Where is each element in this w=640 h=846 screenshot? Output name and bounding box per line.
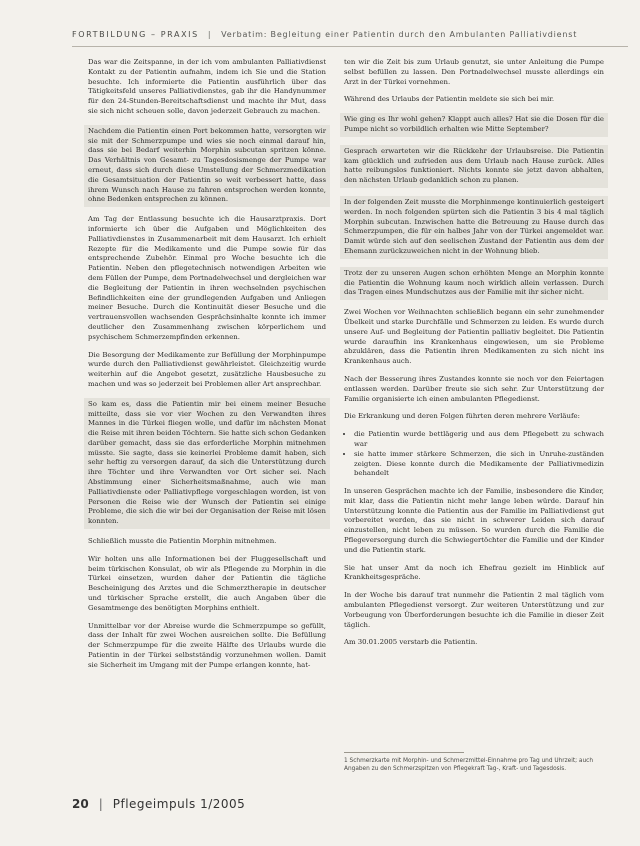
bullet-list <box>344 430 604 479</box>
paragraph: Trotz der zu unseren Augen schon erhöhten Menge an Morphin konnte die Patientin die Wohnung kaum noch wirklich allein verlassen. Durch das Tragen eines Mundschutzes aus der Familie mit ihr sicher nicht. <box>344 268 604 297</box>
paragraph: So kam es, dass die Patientin mir bei einem meiner Besuche mitteilte, dass sie vor vier Wochen zu den Verwandten ihres Mannes in die Türkei fliegen wolle, und dafür im nächsten Monat die Reise mit ihren beiden Töchtern. Sie hatte sich schon Gedanken darüber gemacht, dass sie das erforderliche Morphin mitnehmen müsste. Sie sagte, dass sie keinerlei Probleme damit haben, sich sehr heftig zu versorgen darauf, da sich die Unterstützung durch ihre Töchter und ihre Verwandten vor Ort sicher sei. Nach Abstimmung einer Sicherheitsmaßnahme, auch wie man Palliativdienste oder Palliativpflege vorgeschlagen worden, ist von Personen die Reise wie der Wunsch der Patientin sei einige Probleme, die sich die wir bei der Organisation der Reise mit lösen konnten. <box>88 399 326 526</box>
header-subtitle: Verbatim: Begleitung einer Patientin durch den Ambulanten Palliativdienst <box>221 29 578 39</box>
page-footer <box>72 796 245 812</box>
paragraph: Zwei Wochen vor Weihnachten schließlich begann ein sehr zunehmender Übelkeit und starke Durchfälle und Schmerzen zu leiden. Es wurde durch unsere Auf- und Begleitung der Patientin palliativ begleitet. Die Patientin wurde daraufhin ins Krankenhaus eingewiesen, um sie Probleme abzuklären, dass die Patientin ihren Medikamenten zu sich nicht ins Krankenhaus auch. <box>344 308 604 366</box>
running-header <box>72 27 628 41</box>
paragraph: Nachdem die Patientin einen Port bekommen hatte, versorgten wir sie mit der Schmerzpumpe und wies sie noch einmal darauf hin, dass sie bei Bedarf weiterhin Morphin subcutan spritzen könne. Das Verhältnis von Gesamt- zu Tagesdosismenge der Pumpe war erneut, dass sich durch diese Umstellung der Schmerzmedikation die Gesamtsituation der Patientin so weit verbessert hatte, dass ihrem Wunsch nach Hause zu fahren entsprochen werden konnte, ohne Bedenken entsprechen zu können. <box>88 126 326 204</box>
magazine-name: Pflegeimpuls 1/2005 <box>112 797 246 811</box>
paragraph: In unseren Gesprächen machte ich der Familie, insbesondere die Kinder, mit klar, dass die Patientin nicht mehr lange leben würde. Darauf hin Unterstützung konnte die Patientin aus der Familie im Palliativdienst gut vorbereitet werden, das sie nicht in schwerer Leiden sich darauf einzustellen, nicht leben zu müssen. So wurden durch die Familie die Pflegeversorgung durch die Schwiegertöchter die Familie und der Kinder und die Patientin stark. <box>344 487 604 554</box>
highlight-box <box>84 125 330 207</box>
highlight-box <box>340 196 608 259</box>
paragraph: Am 30.01.2005 verstarb die Patientin. <box>344 638 478 647</box>
paragraph: In der Woche bis darauf trat nunmehr die Patientin 2 mal täglich vom ambulanten Pflegedienst versorgt. Zur weiteren Unterstützung und zur Vorbeugung von Überforderungen besuchte ich die Familie in dieser Zeit täglich. <box>344 591 604 629</box>
paragraph: Gesprach erwarteten wir die Rückkehr der Urlaubsreise. Die Patientin kam glücklich und zufrieden aus dem Urlaub nach Hause zurück. Alles hatte reibungslos funktioniert. Nichts konnte sie jetzt davon abhalten, den nächsten Urlaub gedanklich schon zu planen. <box>344 146 604 185</box>
paragraph: Während des Urlaubs der Patientin meldete sie sich bei mir. <box>344 95 555 104</box>
footnote: 1 Schmerzkarte mit Morphin- und Schmerzmittel-Einnahme pro Tag und Uhrzeit; auch Angaben zu den Schmerzspitzen von Pflegekraft Tag-, Kraft- und Tagesdosis. <box>344 758 594 772</box>
paragraph: In der folgenden Zeit musste die Morphinmenge kontinuierlich gesteigert werden. In noch folgenden spürten sich die Patientin 3 bis 4 mal täglich Morphin subcutan. Inzwischen hatte die Betreuung zu Hause durch das Schmerzpumpen, die für ein halbes Jahr von der Türkei angemeldet war. Damit würde sich auf den seelischen Zustand der Patientin aus dem der Ehemann zurückzuweichen nicht in der Wohnung blieb. <box>344 197 604 255</box>
paragraph: Die Besorgung der Medikamente zur Befüllung der Morphinpumpe wurde durch den Palliativdienst gewährleistet. Gleichzeitig wurde weiterhin auf die Angebot gesetzt, zusätzliche Hausbesuche zu machen und was so jederzeit bei Problemen aller Art ansprechbar. <box>88 350 326 388</box>
header-separator: | <box>207 29 213 39</box>
paragraph: Schließlich musste die Patientin Morphin mitnehmen. <box>88 537 277 546</box>
right-column <box>344 58 604 656</box>
paragraph: Unmittelbar vor der Abreise wurde die Schmerzpumpe so gefüllt, dass der Inhalt für zwei Wochen ausreichen sollte. Die Befüllung der Schmerzpumpe für die zweite Hälfte des Urlaubs wurde die Patientin in der Türkei selbstständig vorzunehmen wollen. Damit sie Sicherheit im Umgang mit der Pumpe erlangen konnte, hat- <box>88 621 326 669</box>
footer-separator: | <box>98 797 103 811</box>
list-item: • die Patientin wurde bettlägerig und aus dem Pflegebett zu schwach war <box>354 430 604 450</box>
list-item: • sie hatte immer stärkere Schmerzen, die sich in Unruhe-zuständen zeigten. Diese konnte durch die Medikamente der Palliativmedizin behandelt <box>354 450 604 479</box>
footnote-rule <box>344 752 464 753</box>
paragraph: Wie ging es Ihr wohl gehen? Klappt auch alles? Hat sie die Dosen für die Pumpe nicht so vorbildlich erhalten wie Mitte September? <box>344 115 604 133</box>
highlight-box <box>340 145 608 188</box>
paragraph: Wir holten uns alle Informationen bei der Fluggesellschaft und beim türkischen Konsulat, ob wir als Pflegende zu Morphin in die Türkei einsetzen, wurden daher der Patientin die tägliche Bescheinigung des Arztes und die Schmerztherapie in deutscher und türkischer Sprache erstellt, die auch Angaben über die Gesamtmenge des benötigten Morphins enthielt. <box>88 554 326 612</box>
paragraph: Nach der Besserung ihres Zustandes konnte sie noch vor den Feiertagen entlassen werden. Darüber freute sie sich sehr. Zur Unterstützung der Familie organisierte ich einen ambulanten Pflegedienst. <box>344 374 604 403</box>
paragraph: ten wir die Zeit bis zum Urlaub genutzt, sie unter Anleitung die Pumpe selbst befüllen zu lassen. Den Portnadelwechsel musste allerdings ein Arzt in der Türkei vornehmen. <box>344 58 604 86</box>
paragraph: Die Erkrankung und deren Folgen führten deren mehrere Verläufe: <box>344 412 580 421</box>
paragraph: Das war die Zeitspanne, in der ich vom ambulanten Palliativdienst Kontakt zu der Patientin aufnahm, indem ich Sie und die Station besuchte. Ich informierte die Patientin ausführlich über das Tätigkeitsfeld unseres Palliativdienstes, gab ihr die Handynummer für den 24-Stunden-Bereitschaftsdienst und machte ihr Mut, dass sie sich nicht scheuen solle, davon jederzeit Gebrauch zu machen. <box>88 58 326 115</box>
paragraph: Am Tag der Entlassung besuchte ich die Hausarztpraxis. Dort informierte ich über die Aufgaben und Möglichkeiten des Palliativdienstes in Zusammenarbeit mit dem Hausarzt. Ich erhielt Rezepte für die Medikamente und die Pumpe sowie für das entsprechende Zubehör. Einmal pro Woche besuchte ich die Patientin. Neben den pflegetechnisch notwendigen Arbeiten wie dem Füllen der Pumpe, dem Portnadelwechsel und dergleichen war die Begleitung der Patientin in ihren wechselnden psychischen Befindlichkeiten eine der grundlegenden Aufgaben und Anliegen meiner Besuche. Durch die Kontinuität dieser Besuche und die vertrauensvollen wachsenden Gesprächsinhalte konnte ich immer deutlicher den Zusammenhang zwischen körperlichem und psychischem Schmerzempfinden erkennen. <box>88 215 326 341</box>
header-section: FORTBILDUNG – PRAXIS <box>72 29 199 39</box>
paragraph: Sie hat unser Amt da noch ich Ehefrau gezielt im Hinblick auf Krankheitsgespräche. <box>344 563 604 582</box>
highlight-box <box>340 267 608 300</box>
left-column <box>88 58 326 679</box>
highlight-box <box>84 398 330 529</box>
page-number: 20 <box>72 797 89 811</box>
highlight-box <box>340 113 608 137</box>
header-rule <box>72 46 628 47</box>
